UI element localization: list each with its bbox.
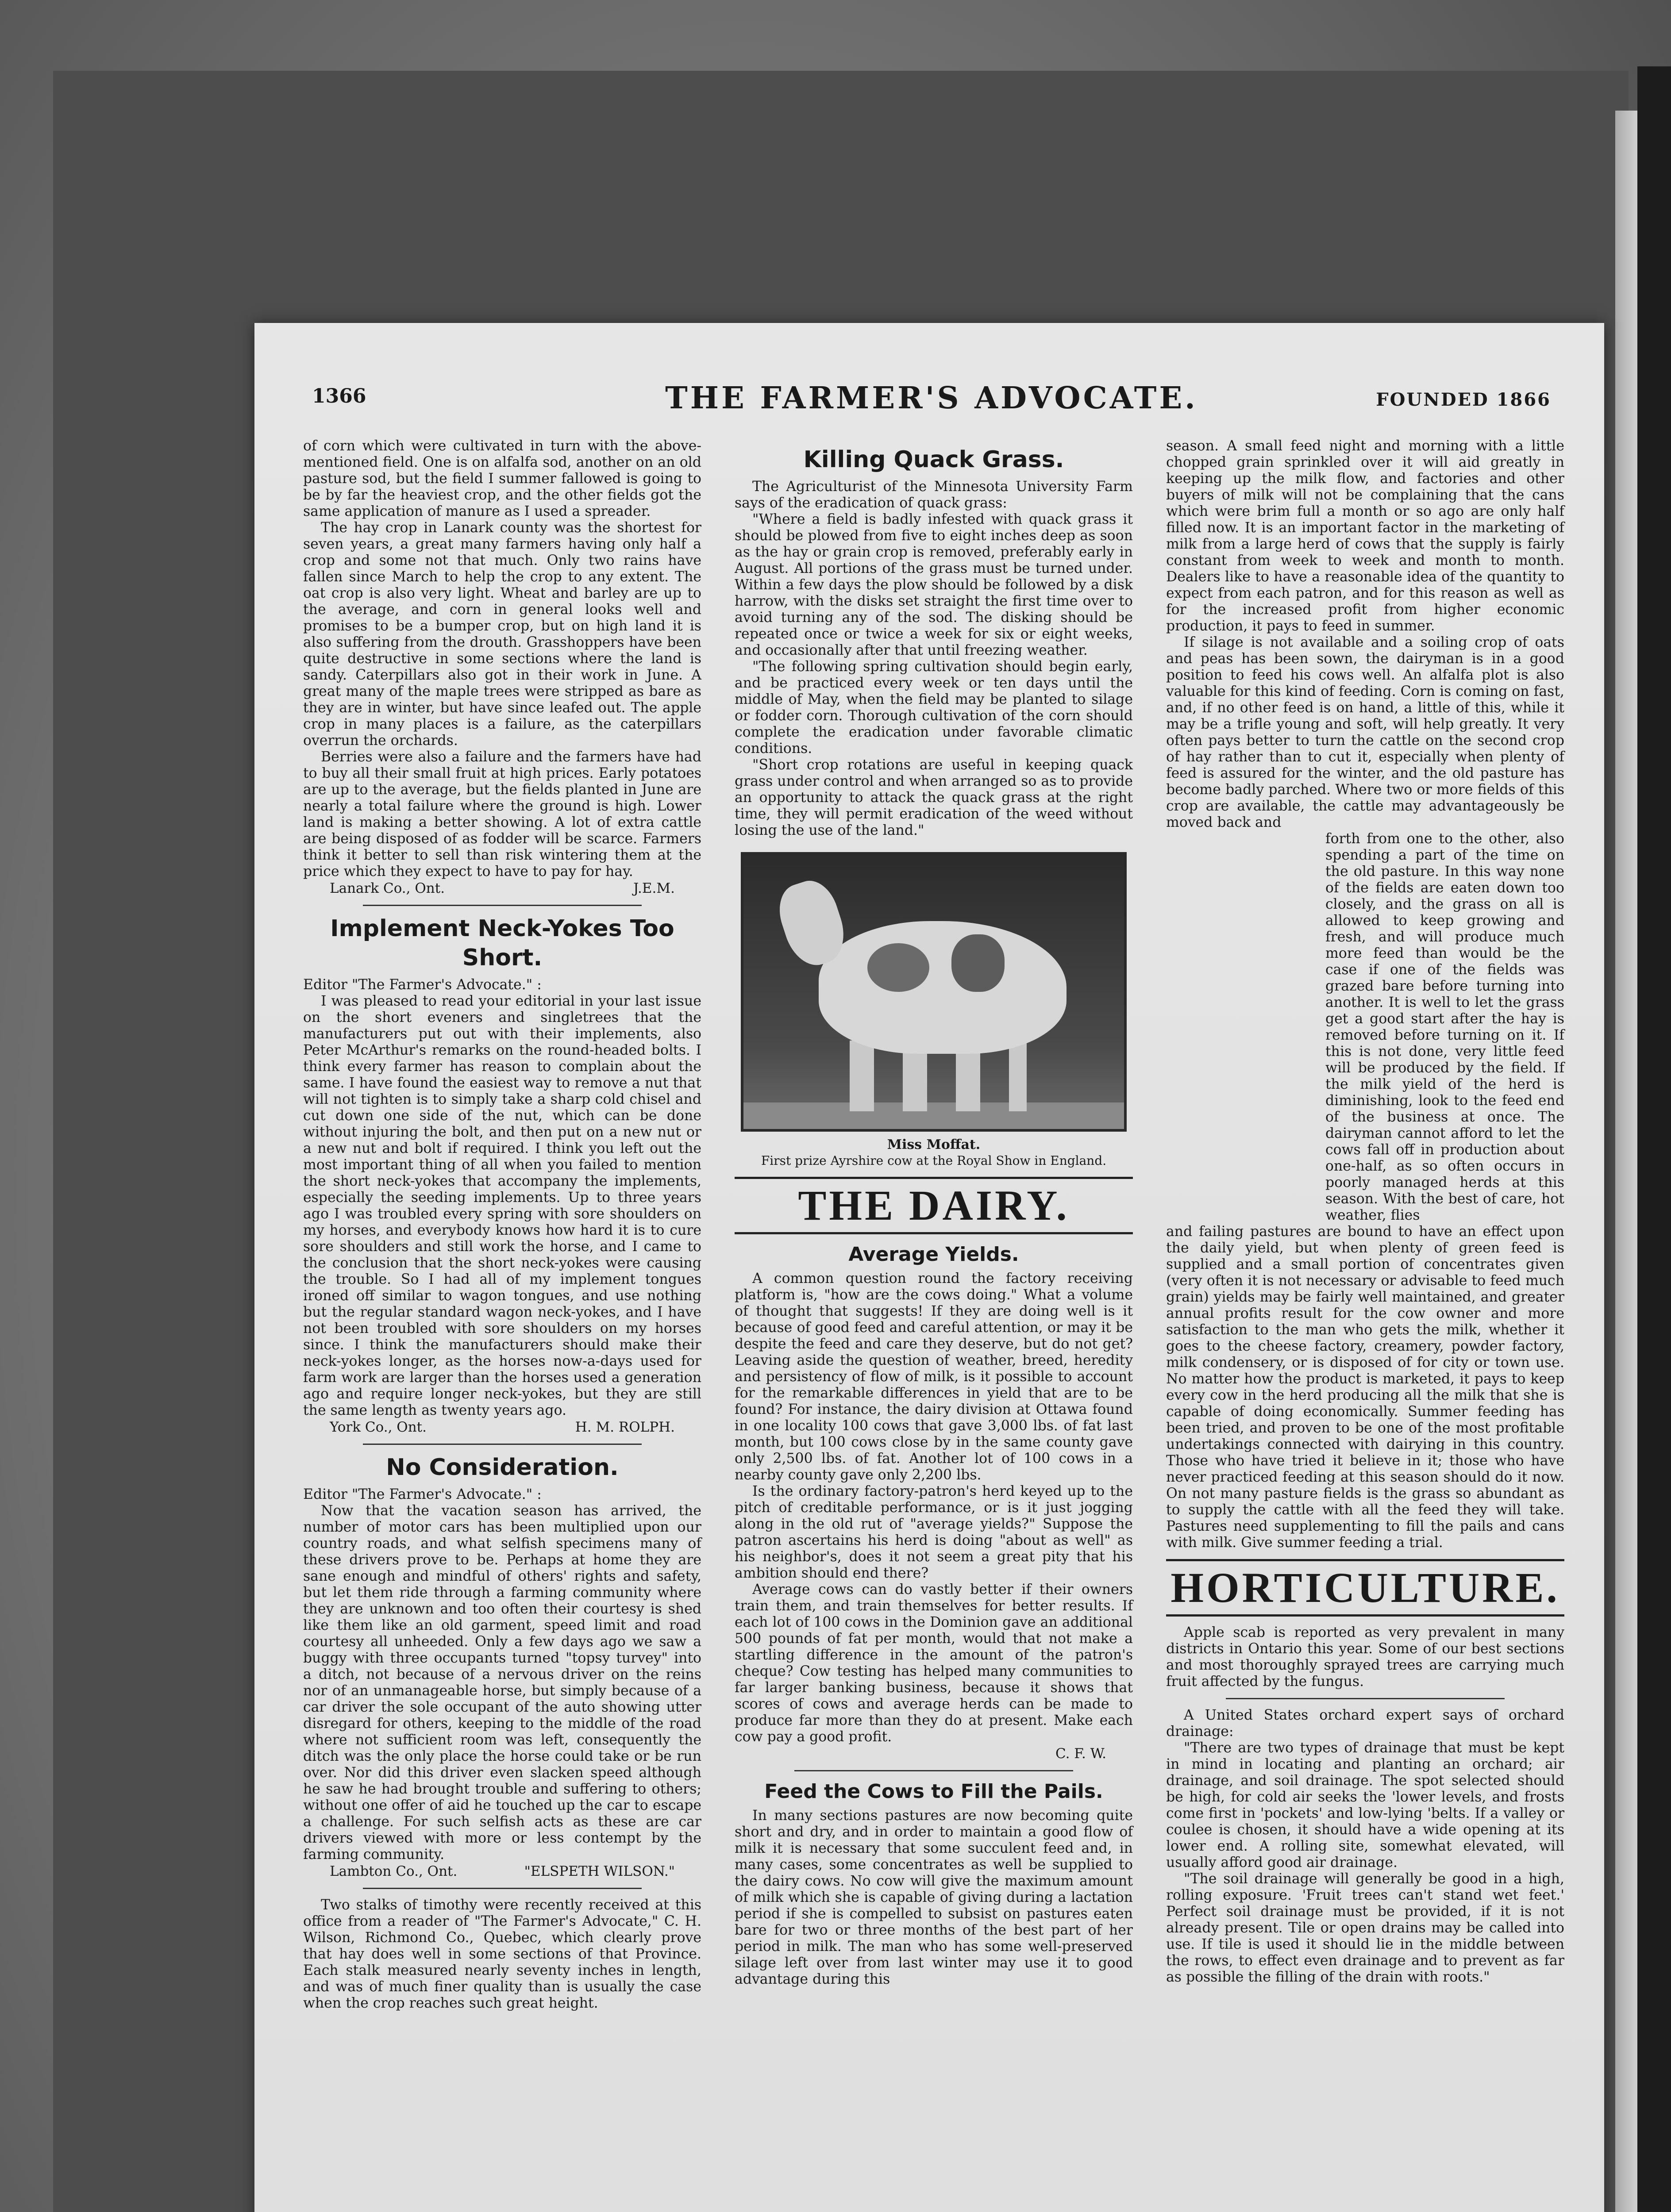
paragraph: of corn which were cultivated in turn with the above-mentioned field. One is on alfalfa sod, another on an old pasture sod, but the field I summer fallowed is going to be by far the heaviest crop, and the other fields got the same application of manure as I used a spreader. (303, 438, 701, 519)
signature-place: Lambton Co., Ont. (330, 1863, 458, 1879)
paragraph: A common question round the factory receiving platform is, "how are the cows doing." What a volume of thought that suggests! If they are doing well is it because of good feed and careful attention, or may it be despite the feed and care they deserve, but do not get? Leaving aside the question of weather, breed, heredity and persistency of flow of milk, is it possible to account for the remarkable differences in yield that are to be found? For instance, the dairy division at Ottawa found in one locality 100 cows that gave 3,000 lbs. of fat last month, but 100 cows close by in the same county gave only 2,500 lbs. of fat. Another lot of 100 cows in a nearby county gave only 2,200 lbs. (735, 1271, 1133, 1483)
divider (1226, 1698, 1505, 1699)
signature-place: York Co., Ont. (330, 1419, 427, 1435)
film-edge-strip (1637, 66, 1671, 2212)
masthead-title: THE FARMER'S ADVOCATE. (665, 380, 1198, 416)
signature-line (303, 880, 701, 897)
paragraph: "The soil drainage will generally be good in a high, rolling exposure. 'Fruit trees can't stand wet feet.' Perfect soil drainage must be provided, if it is not already present. Tile or open drains may be called into use. If tile is used it should lie in the middle between the rows, to effect even drainage and to prevent as far as possible the filling of the drain with roots." (1166, 1871, 1564, 1985)
photo-caption: First prize Ayrshire cow at the Royal Show in England. (761, 1153, 1107, 1168)
paragraph: "There are two types of drainage that must be kept in mind in locating and planting an orchard; air drainage, and soil drainage. The spot selected should be high, for cold air seeks the 'lower levels, and frosts come first in 'pockets' and low-lying 'belts. If a valley or coulee is chosen, it should have a wide opening at its lower end. A rolling site, somewhat elevated, will usually afford good air drainage. (1166, 1740, 1564, 1870)
paragraph: A United States orchard expert says of orchard drainage: (1166, 1707, 1564, 1740)
signature-name: C. F. W. (1055, 1746, 1106, 1762)
article-heading: Feed the Cows to Fill the Pails. (764, 1780, 1103, 1803)
photo-title: Miss Moffat. (887, 1137, 981, 1152)
signature-line (303, 1419, 701, 1436)
paragraph: The Agriculturist of the Minnesota University Farm says of the eradication of quack grass: (735, 479, 1133, 511)
paragraph: Average cows can do vastly better if their owners train them, and train themselves for better results. If each lot of 100 cows in the Dominion gave an additional 500 pounds of fat per month, would that not make a startling difference in the amount of the patron's cheque? Cow testing has helped many communities to far larger banking business, because it shows that scores of cows and average herds can be made to produce far more than they do at present. Make each cow pay a good profit. (735, 1582, 1133, 1745)
founded-label: FOUNDED 1866 (1376, 389, 1551, 410)
cow-spot (951, 934, 1005, 992)
article-heading: Implement Neck-Yokes Too Short. (330, 915, 674, 971)
column-middle (735, 438, 1133, 1988)
signature-name: J.E.M. (633, 880, 675, 896)
paragraph: Now that the vacation season has arrived, the number of motor cars has been multiplied upon our country roads, and what selfish specimens many of these drivers prove to be. Perhaps at home they are sane enough and mindful of others' rights and safety, but let them ride through a farming community where they are unknown and too often their courtesy is shed like them like an old garment, speed limit and road courtesy all unheeded. Only a few days ago we saw a buggy with three occupants turned "topsy turvey" into a ditch, not because of a nervous driver on the reins nor of an unmanageable horse, but simply because of a car driver the sole occupant of the auto showing utter disregard for others, keeping to the middle of the road where not sufficient room was left, consequently the ditch was the only place the horse could take or be run over. Nor did this driver even slacken speed although he saw he had brought trouble and suffering to others; without one offer of aid he touched up the car to escape a challenge. For such selfish acts as these are car drivers viewed with more or less contempt by the farming community. (303, 1503, 701, 1863)
article-heading: Average Yields. (848, 1243, 1019, 1266)
article-heading: No Consideration. (386, 1454, 619, 1481)
paragraph: "Short crop rotations are useful in keeping quack grass under control and when arranged so as to provide an opportunity to attack the quack grass at the right time, they will permit eradication of the weed without losing the use of the land." (735, 757, 1133, 838)
editor-salutation: Editor "The Farmer's Advocate." : (303, 1486, 542, 1502)
divider (363, 1888, 642, 1889)
cow-spot (867, 943, 929, 992)
paragraph: Berries were also a failure and the farmers have had to buy all their small fruit at high prices. Early potatoes are up to the average, but the fields planted in June are nearly a total failure where the ground is high. Lower land is making a better showing. A lot of extra cattle are being disposed of as fodder will be scarce. Farmers think it better to sell than risk wintering them at the price which they expect to have to pay for hay. (303, 749, 701, 879)
newspaper-page (254, 323, 1604, 2212)
divider (363, 905, 642, 906)
paragraph: In many sections pastures are now becoming quite short and dry, and in order to maintain a good flow of milk it is necessary that some succulent feed and, in many cases, some concentrates as well be supplied to the dairy cows. No cow will give the maximum amount of milk which she is capable of giving during a lactation period if she is compelled to subsist on pastures eaten bare for two or three months of the best part of her period in milk. The man who has some well-preserved silage left over from last winter may use it to good advantage during this (735, 1808, 1133, 1987)
editor-salutation: Editor "The Farmer's Advocate." : (303, 977, 542, 993)
paragraph: forth from one to the other, also spending a part of the time on the old pasture. In this way none of the fields are eaten down too closely, and the grass on all is allowed to keep growing and fresh, and will produce much more feed than would be the case if one of the fields was grazed bare before turning into another. It is well to let the grass get a good start after the hay is removed before turning on it. If this is not done, very little feed will be produced by the field. If the milk yield of the herd is diminishing, look to the feed end of the business at once. The dairyman cannot afford to let the cows fall off in production about one-half, as so often occurs in poorly managed herds at this season. With the best of care, hot weather, flies (1325, 831, 1564, 1223)
signature-line (303, 1863, 701, 1880)
paragraph: I was pleased to read your editorial in your last issue on the short eveners and singletrees that the manufacturers put out with their implements, also Peter McArthur's remarks on the round-headed bolts. I think every farmer has reason to complain about the same. I have found the easiest way to remove a nut that will not tighten is to simply take a sharp cold chisel and cut down one side of the nut, which can be done without injuring the bolt, and then put on a new nut or a new nut and bolt if required. I think you left out the most important thing of all when you failed to mention the short neck-yokes that accompany the implements, especially the seeding implements. Up to three years ago I was troubled every spring with sore shoulders on my horses, and everybody knows how hard it is to cure sore shoulders and still work the horse, and I came to the conclusion that the short neck-yokes were causing the trouble. So I had all of my implement tongues ironed off similar to wagon tongues, and use nothing but the regular standard wagon neck-yokes, and I have not been troubled with sore shoulders on my horses since. I think the manufacturers should make their neck-yokes longer, as the horses now-a-days used for farm work are larger than the horses used a generation ago and require longer neck-yokes, but they are still the same length as twenty years ago. (303, 993, 701, 1418)
divider (363, 1444, 642, 1445)
paragraph: Apple scab is reported as very prevalent in many districts in Ontario this year. Some of our best sections and most thoroughly sprayed trees are carrying much fruit affected by the fungus. (1166, 1624, 1564, 1690)
cow-photograph (741, 852, 1127, 1132)
signature-place: Lanark Co., Ont. (330, 880, 445, 896)
signature-name: H. M. ROLPH. (575, 1419, 675, 1435)
paragraph: Two stalks of timothy were recently received at this office from a reader of "The Farmer's Advocate," C. H. Wilson, Richmond Co., Quebec, which clearly prove that hay does well in some sections of that Province. Each stalk measured nearly seventy inches in length, and was of much finer quality than is usually the case when the crop reaches such great height. (303, 1897, 701, 2011)
divider (794, 1770, 1073, 1771)
column-left (303, 438, 701, 2012)
cow-body (819, 921, 1067, 1054)
article-heading: Killing Quack Grass. (803, 446, 1064, 473)
paragraph: "The following spring cultivation should begin early, and be practiced every week or ten days until the middle of May, when the field may be planted to silage or fodder corn. Thorough cultivation of the corn should complete the eradication under favorable climatic conditions. (735, 659, 1133, 757)
signature-line (735, 1745, 1133, 1762)
page-header (312, 380, 1551, 420)
paragraph: If silage is not available and a soiling crop of oats and peas has been sown, the dairyman is in a good position to feed his cows well. An alfalfa plot is also valuable for this kind of feeding. Corn is coming on fast, and, if no other feed is on hand, a little of this, while it may be a trifle young and soft, will help greatly. It very often pays better to turn the cattle on the second crop of hay rather than to cut it, especially when plenty of feed is assured for the winter, and the old pasture has become badly parched. Where two or more fields of this crop are available, the cattle may advantageously be moved back and (1166, 634, 1564, 830)
paragraph: Is the ordinary factory-patron's herd keyed up to the pitch of creditable performance, or is it just jogging along in the old rut of "average yields?" Suppose the patron ascertains his herd is doing "about as well" as his neighbor's, does it not seem a great pity that his ambition should end there? (735, 1483, 1133, 1581)
page-number: 1366 (312, 385, 366, 407)
paragraph: and failing pastures are bound to have an effect upon the daily yield, but when plenty of green feed is supplied and a small portion of concentrates given (very often it is not necessary or advisable to feed much grain) yields may be fairly well maintained, and greater annual profits result for the cow owner and more satisfaction to the man who gets the milk, whether it goes to the cheese factory, creamery, powder factory, milk condensery, or is disposed of for city or town use. No matter how the product is marketed, it pays to keep every cow in the herd producing all the milk that she is capable of doing economically. Summer feeding has been tried, and proven to be one of the most profitable undertakings connected with dairying in this country. Those who have tried it believe in it; those who have never practiced feeding at this season should do it now. On not many pasture fields is the grass so abundant as to supply the cattle with all the feed they will take. Pastures need supplementing to fill the pails and cans with milk. Give summer feeding a trial. (1166, 1224, 1564, 1551)
paragraph: The hay crop in Lanark county was the shortest for seven years, a great many farmers having only half a crop and some not that much. Only two rains have fallen since March to help the crop to any extent. The oat crop is also very light. Wheat and barley are up to the average, and corn in general looks well and promises to be a bumper crop, but on high land it is also suffering from the drouth. Grasshoppers have been quite destructive in some sections where the land is sandy. Caterpillars also got in their work in June. A great many of the maple trees were stripped as bare as they are in winter, but have since leafed out. The apple crop in many places is a failure, as the caterpillars overrun the orchards. (303, 520, 701, 749)
section-banner-dairy: THE DAIRY. (735, 1177, 1133, 1234)
paragraph: season. A small feed night and morning with a little chopped grain sprinkled over it will aid greatly in keeping up the milk flow, and factories and other buyers of milk will not be complaining that the cans which were brim full a month or so ago are only half filled now. It is an important factor in the marketing of milk from a large herd of cows that the supply is fairly constant from week to week and month to month. Dealers like to have a reasonable idea of the quantity to expect from each patron, and for this reason as well as for the increased profit from higher economic production, it pays to feed in summer. (1166, 438, 1564, 634)
column-right (1166, 438, 1564, 1985)
paragraph: "Where a field is badly infested with quack grass it should be plowed from five to eight inches deep as soon as the hay or grain crop is removed, preferably early in August. All portions of the grass must be turned under. Within a few days the plow should be followed by a disk harrow, with the disks set straight the first time over to avoid turning any of the sod. The disking should be repeated once or twice a week for six or eight weeks, and occasionally after that until freezing weather. (735, 511, 1133, 658)
section-banner-horticulture: HORTICULTURE. (1166, 1559, 1564, 1617)
signature-name: "ELSPETH WILSON." (524, 1863, 675, 1879)
